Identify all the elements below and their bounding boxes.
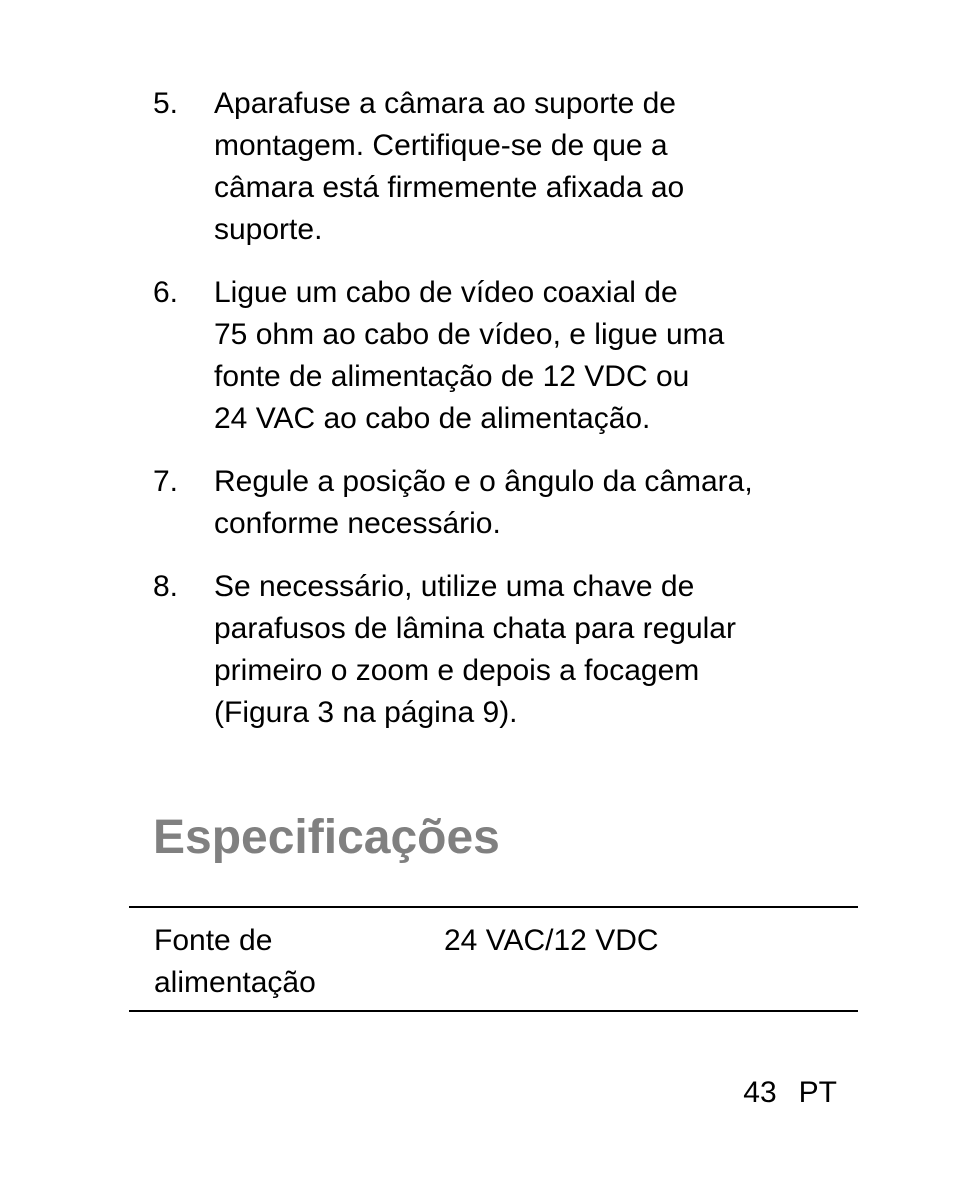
step-text: Se necessário, utilize uma chave de parafusos de lâmina chata para regular primeiro o zoom e depois a focagem (Figura 3 na página 9). xyxy=(214,570,736,729)
step-text: Regule a posição e o ângulo da câmara, conforme necessário. xyxy=(214,465,753,540)
step-item xyxy=(153,461,853,545)
section-title: Especificações xyxy=(153,811,500,864)
instruction-steps xyxy=(153,83,853,755)
page-number: 43 xyxy=(743,1076,777,1109)
step-item xyxy=(153,272,853,440)
step-number: 7. xyxy=(153,465,179,498)
step-number: 5. xyxy=(153,87,179,120)
step-item xyxy=(153,566,853,734)
step-number: 6. xyxy=(153,276,179,309)
step-item xyxy=(153,83,853,251)
spec-label: Fonte de alimentação xyxy=(154,924,316,999)
spec-value: 24 VAC/12 VDC xyxy=(444,924,659,957)
step-text: Ligue um cabo de vídeo coaxial de 75 ohm ao cabo de vídeo, e ligue uma fonte de alimentação de 12 VDC ou 24 VAC ao cabo de alimentação. xyxy=(214,276,725,435)
page-footer xyxy=(743,1072,837,1114)
specifications-table xyxy=(129,906,858,1012)
step-number: 8. xyxy=(153,570,179,603)
step-text: Aparafuse a câmara ao suporte de montagem. Certifique-se de que a câmara está firmemente afixada ao suporte. xyxy=(214,87,685,246)
language-code: PT xyxy=(798,1076,837,1109)
